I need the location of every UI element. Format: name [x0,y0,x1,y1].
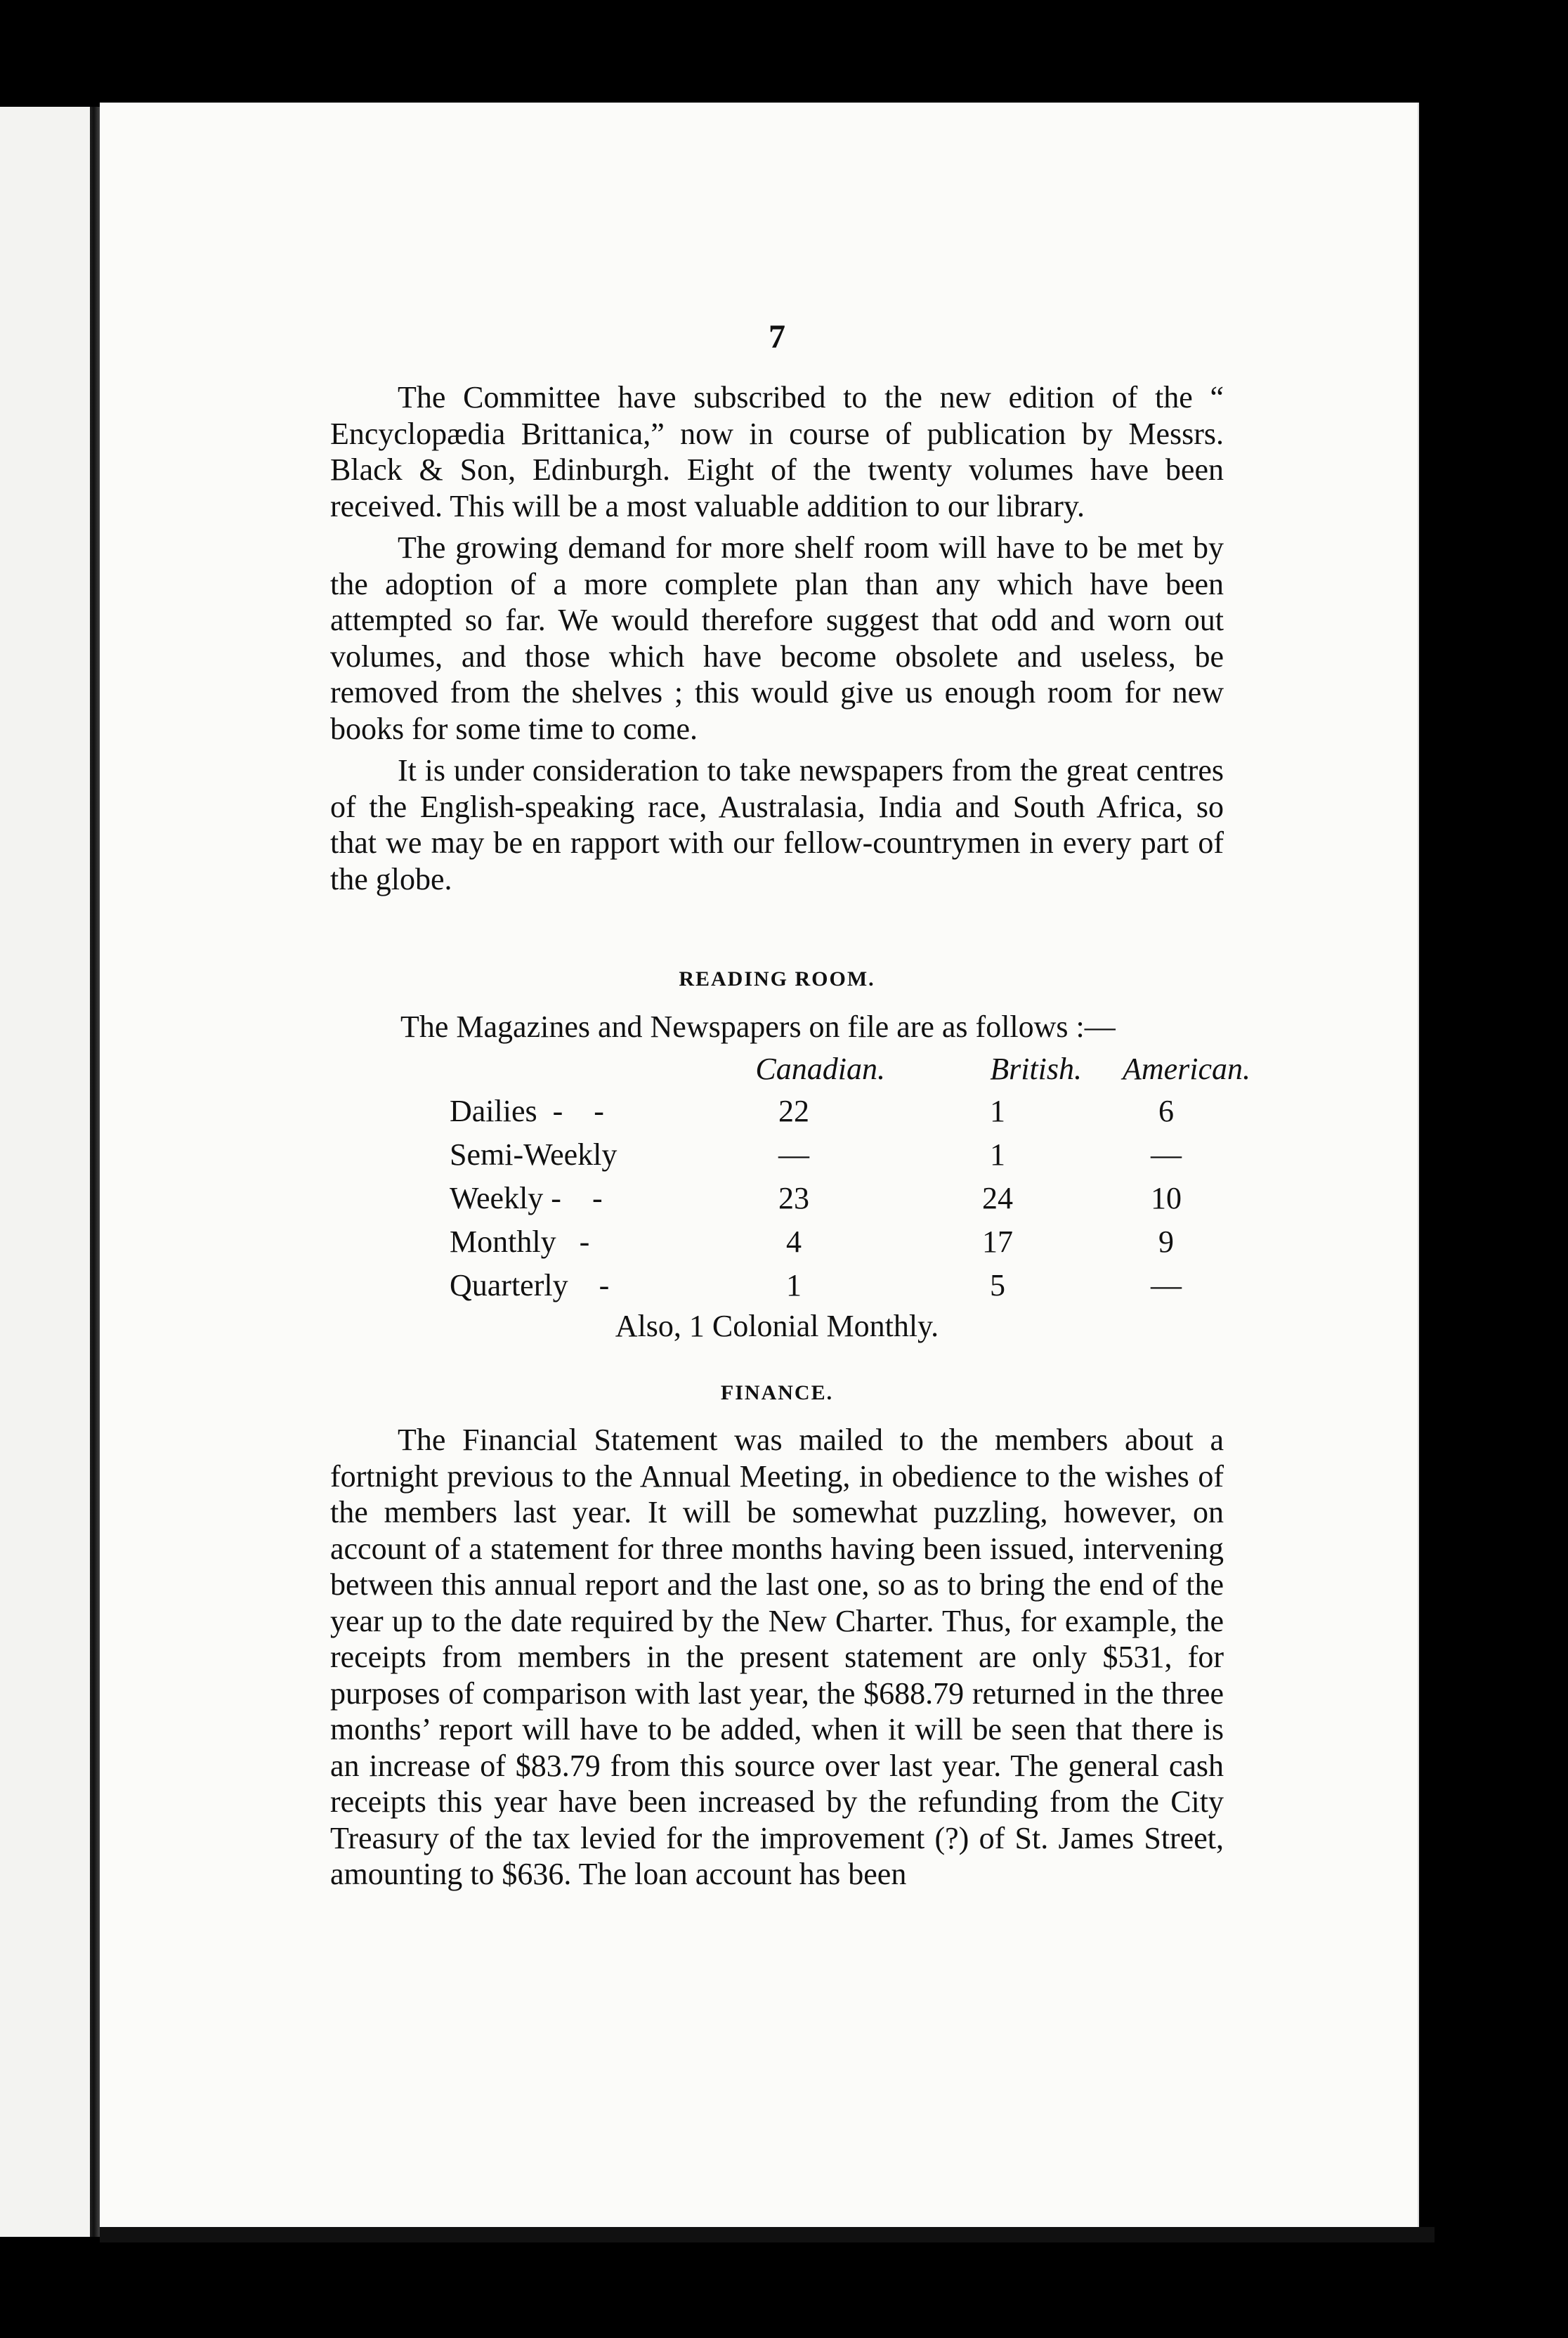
col-header-british: British. [990,1051,1082,1086]
facing-page-edge [0,107,98,2237]
paragraph-encyclopaedia: The Committee have subscribed to the new edition of the “ Encyclopædia Brittanica,” now in course of publication by Messrs. Black & Son, Edinburgh. Eight of the twenty volumes have been received. This will be a most valuable addition to our library. [330,380,1224,523]
cell-american: 9 [1158,1224,1174,1259]
reading-room-intro: The Magazines and Newspapers on file are as follows :— [400,1010,1116,1044]
col-header-canadian: Canadian. [755,1051,885,1086]
page-number: 7 [769,318,785,355]
cell-british: 1 [990,1093,1005,1128]
table-header-row [450,1048,1250,1089]
table-row [450,1176,1250,1220]
row-label: Monthly - [450,1224,590,1259]
row-label: Semi-Weekly [450,1137,618,1172]
col-header-american: American. [1122,1051,1250,1086]
table-row [450,1132,1250,1176]
finance-heading: FINANCE. [720,1381,834,1404]
table-row [450,1089,1250,1132]
table-row [450,1220,1250,1263]
cell-american: 10 [1151,1180,1182,1215]
cell-american: — [1151,1137,1182,1172]
cell-american: 6 [1158,1093,1174,1128]
cell-american: — [1151,1267,1182,1302]
book-gutter [90,107,100,2237]
cell-canadian: 1 [786,1267,802,1302]
row-label: Dailies - - [450,1093,604,1128]
finance-text-block [330,1422,1224,1893]
also-colonial-monthly: Also, 1 Colonial Monthly. [615,1309,939,1343]
reading-room-heading: READING ROOM. [679,967,875,991]
row-label: Weekly - - [450,1180,603,1215]
cell-british: 5 [990,1267,1005,1302]
cell-british: 17 [982,1224,1013,1259]
paragraph-finance: The Financial Statement was mailed to the members about a fortnight previous to the Annual Meeting, in obedience to the wishes of the members last year. It will be somewhat puzzling, however, on account of a statement for three months having been issued, intervening between this annual report and the last one, so as to bring the end of the year up to the date required by the New Charter. Thus, for example, the receipts from members in the present statement are only $531, for purposes of comparison with last year, the $688.79 returned in the three months’ report will have to be added, when it will be seen that there is an increase of $83.79 from this source over last year. The general cash receipts this year have been increased by the refunding from the City Treasury of the tax levied for the improvement (?) of St. James Street, amounting to $636. The loan account has been [330,1423,1224,1891]
cell-canadian: 23 [778,1180,809,1215]
paragraph-newspapers: It is under consideration to take newspapers from the great centres of the English-speaking race, Australasia, India and South Africa, so that we may be en rapport with our fellow-countrymen in every part of the globe. [330,753,1224,896]
cell-british: 24 [982,1180,1013,1215]
cell-canadian: — [778,1137,809,1172]
page-bottom-shadow [100,2227,1435,2242]
row-label: Quarterly - [450,1267,610,1302]
table-header-blank [450,1048,674,1089]
paragraph-shelf-room: The growing demand for more shelf room will have to be met by the adoption of a more complete plan than any which have been attempted so far. We would therefore suggest that odd and worn out volumes, and those which have become obsolete and useless, be removed from the shelves ; this would give us enough room for new books for some time to come. [330,530,1224,746]
cell-canadian: 4 [786,1224,802,1259]
cell-british: 1 [990,1137,1005,1172]
magazines-table [450,1048,1250,1307]
cell-canadian: 22 [778,1093,809,1128]
top-text-block [330,379,1224,897]
table-row [450,1263,1250,1307]
